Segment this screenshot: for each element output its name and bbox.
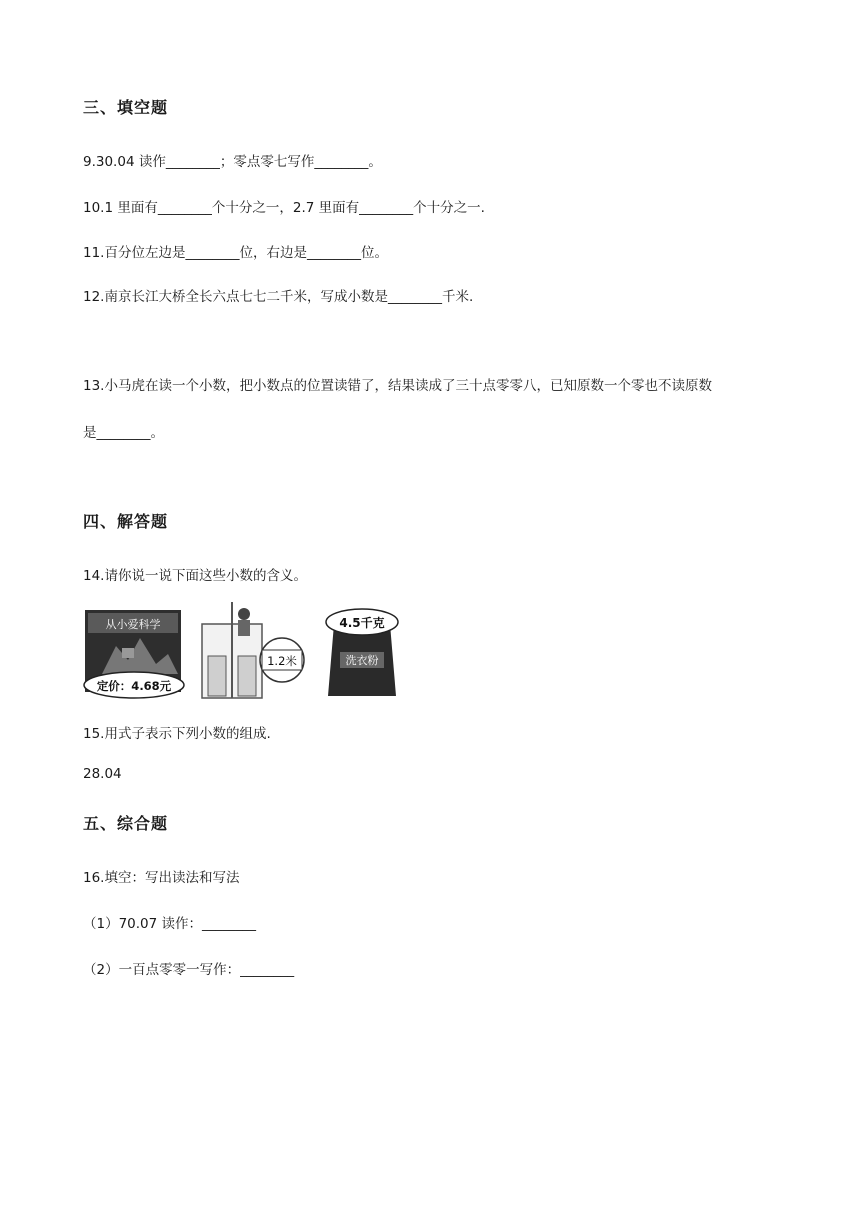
question-15: 15.用式子表示下列小数的组成.	[83, 726, 271, 742]
question-14: 14.请你说一说下面这些小数的含义。	[83, 568, 307, 584]
question-9: 9.30.04 读作________；零点零七写作________。	[83, 154, 382, 170]
section-title-comprehensive: 五、综合题	[83, 814, 169, 833]
book-price-picture	[82, 602, 190, 700]
question-15-number: 28.04	[83, 766, 122, 782]
section-title-fill-blank: 三、填空题	[83, 98, 169, 117]
book-title-text: 从小爱科学	[105, 618, 161, 631]
height-picture	[196, 602, 314, 700]
question-16-1: （1）70.07 读作：________	[83, 916, 257, 932]
question-16-2: （2）一百点零零一写作：________	[83, 962, 295, 978]
question-11: 11.百分位左边是________位，右边是________位。	[83, 245, 388, 261]
weight-text: 4.5千克	[339, 616, 385, 630]
question-13: 13.小马虎在读一个小数，把小数点的位置读错了，结果读成了三十点零零八，已知原数一个零也不读原数	[83, 378, 712, 394]
height-text: 1.2米	[267, 654, 297, 668]
question-12: 12.南京长江大桥全长六点七七二千米，写成小数是________千米.	[83, 289, 474, 305]
question-10: 10.1 里面有________个十分之一，2.7 里面有________个十分之一.	[83, 200, 485, 216]
question-14-pictures	[82, 602, 412, 700]
bag-label-text: 洗衣粉	[345, 654, 379, 667]
detergent-bag-picture	[322, 602, 402, 700]
question-16: 16.填空：写出读法和写法	[83, 870, 240, 886]
price-text: 定价：4.68元	[96, 679, 172, 693]
section-title-answer: 四、解答题	[83, 512, 169, 531]
question-13-continued: 是________。	[83, 425, 164, 441]
